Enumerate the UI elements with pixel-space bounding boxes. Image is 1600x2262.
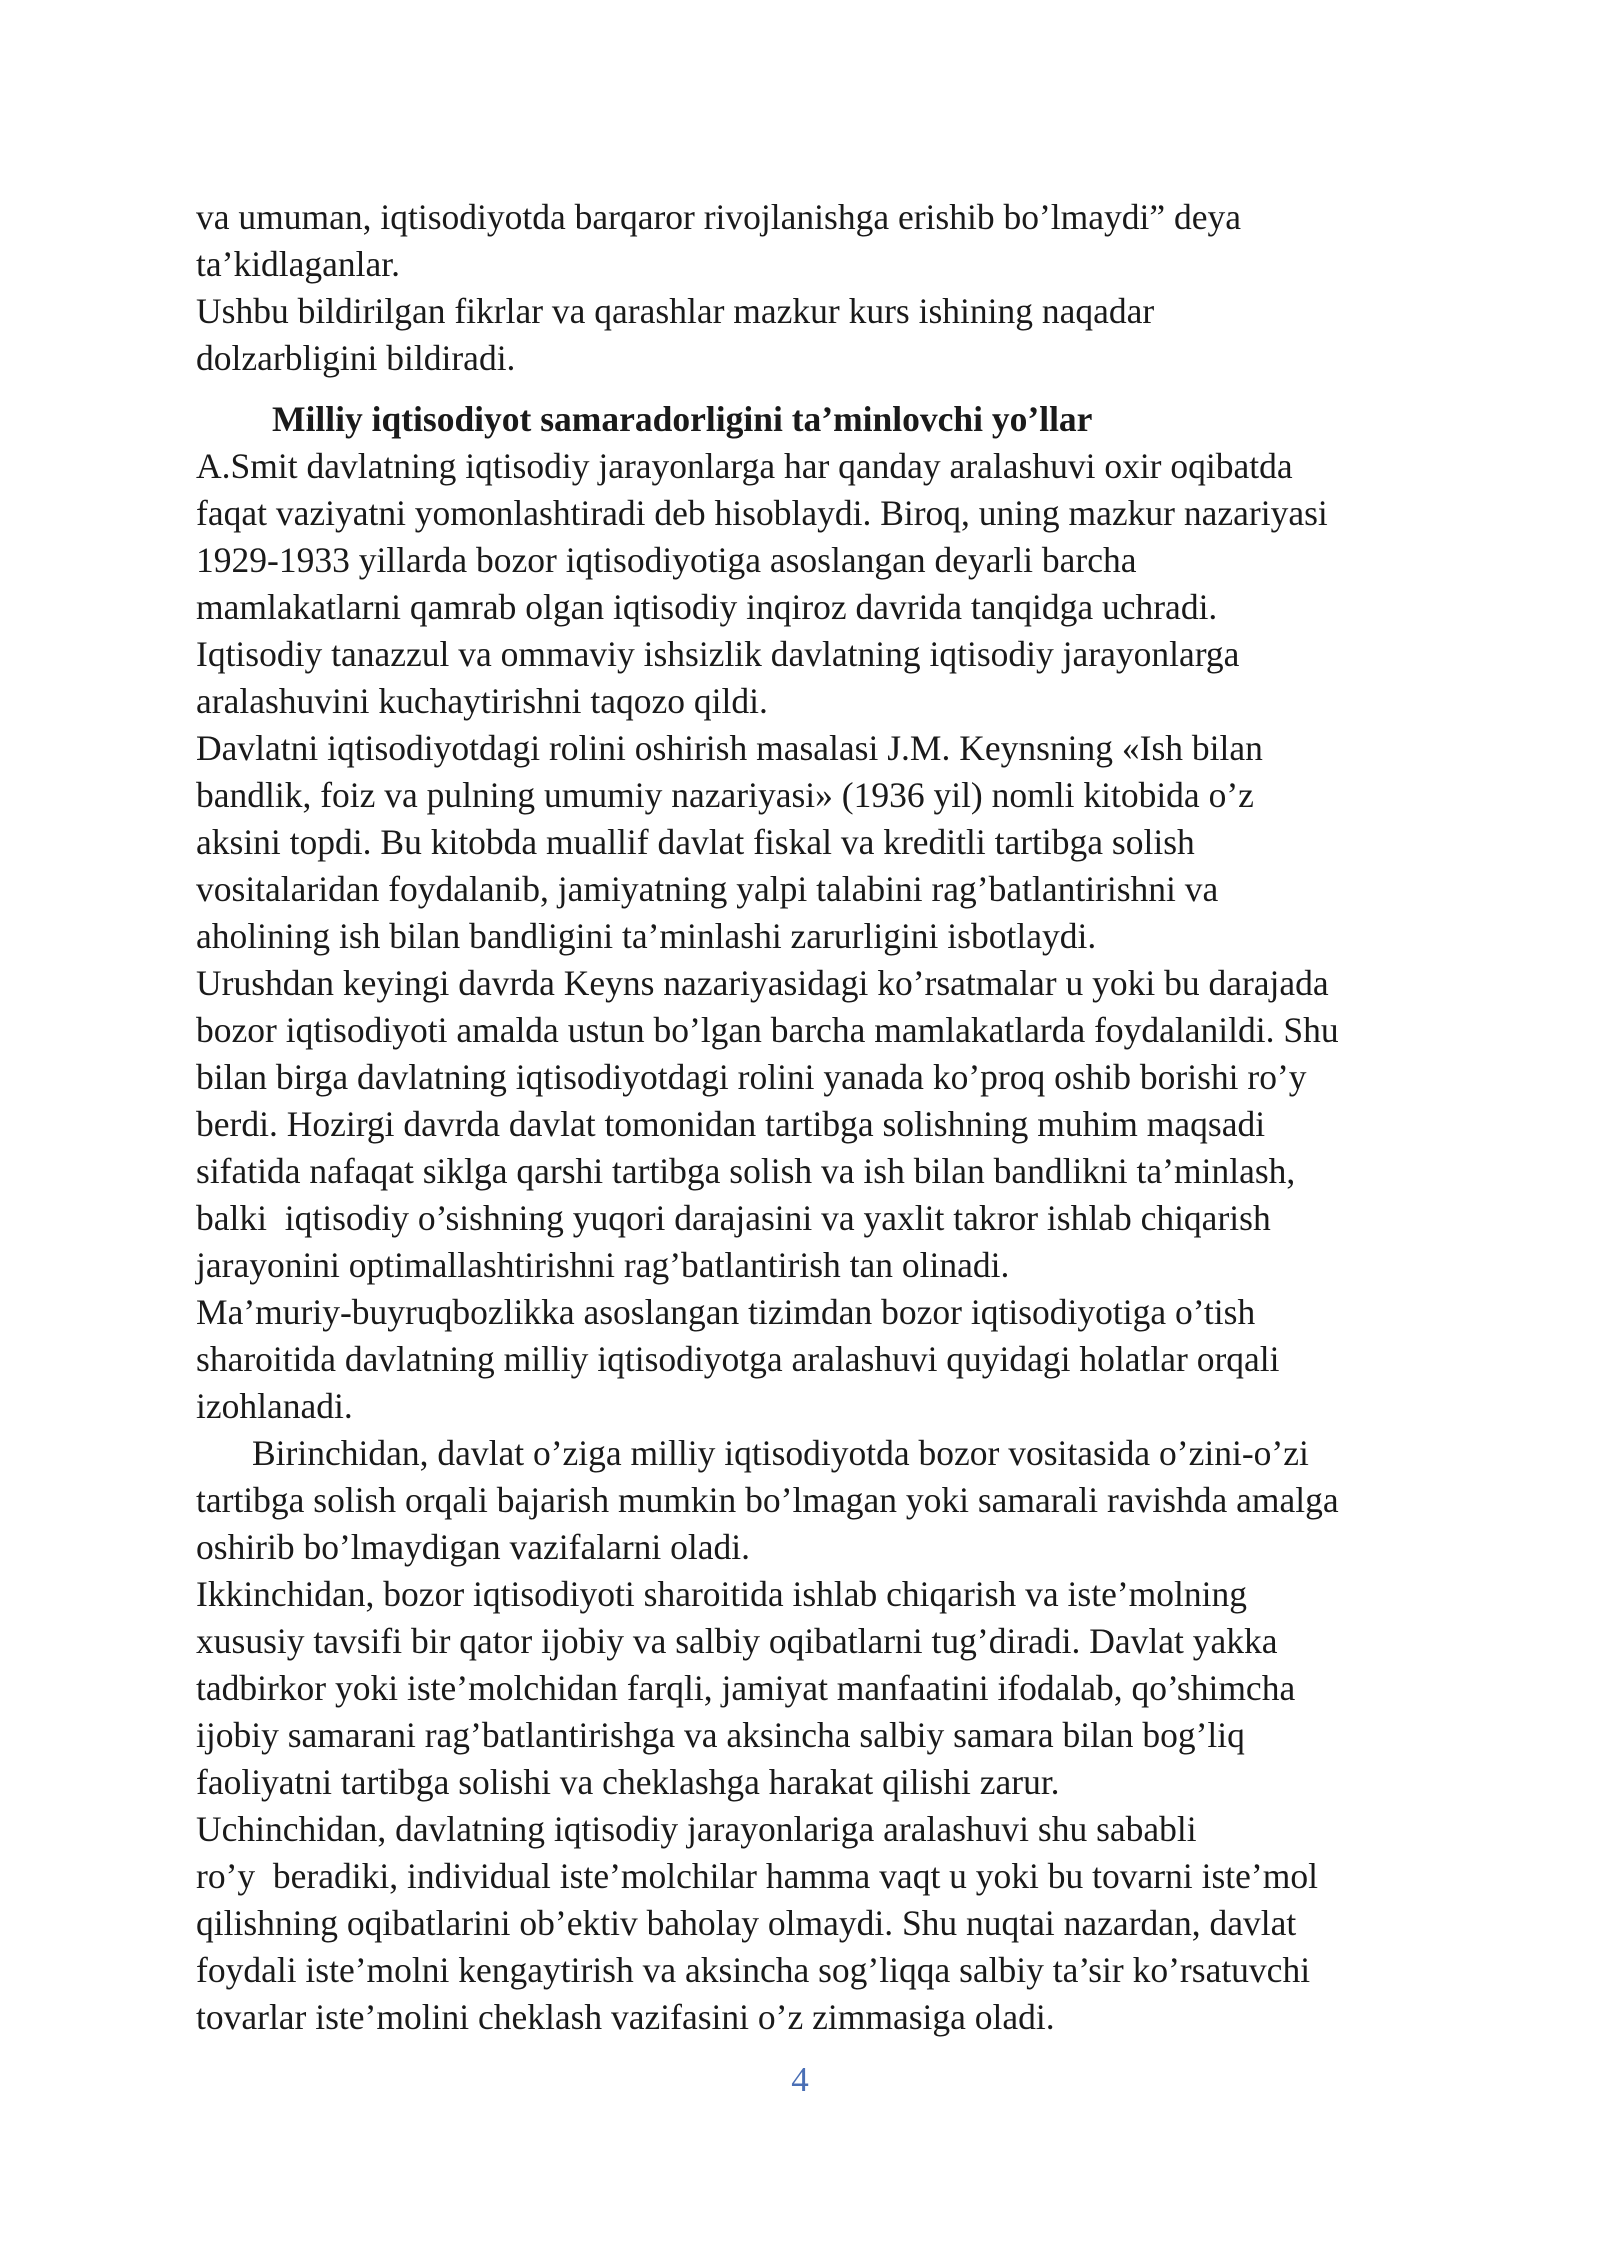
text-line: faoliyatni tartibga solishi va cheklashga harakat qilishi zarur. [196,1762,1060,1802]
text-line: Uchinchidan, davlatning iqtisodiy jarayonlariga aralashuvi shu sababli [196,1809,1197,1849]
text-line: A.Smit davlatning iqtisodiy jarayonlarga har qanday aralashuvi oxir oqibatda [196,446,1293,486]
text-line: qilishning oqibatlarini ob’ektiv baholay olmaydi. Shu nuqtai nazardan, davlat [196,1903,1297,1943]
text-line: foydali iste’molni kengaytirish va aksincha sog’liqqa salbiy ta’sir ko’rsatuvchi [196,1950,1311,1990]
text-line: mamlakatlarni qamrab olgan iqtisodiy inqiroz davrida tanqidga uchradi. [196,587,1218,627]
text-line: xususiy tavsifi bir qator ijobiy va salbiy oqibatlarni tug’diradi. Davlat yakka [196,1621,1278,1661]
text-line: Ma’muriy-buyruqbozlikka asoslangan tizimdan bozor iqtisodiyotiga o’tish [196,1292,1256,1332]
text-line: bilan birga davlatning iqtisodiyotdagi rolini yanada ko’proq oshib borishi ro’y [196,1057,1307,1097]
text-line: izohlanadi. [196,1386,353,1426]
text-line-indented: Birinchidan, davlat o’ziga milliy iqtisodiyotda bozor vositasida o’zini-o’zi [252,1433,1309,1473]
text-line: ijobiy samarani rag’batlantirishga va aksincha salbiy samara bilan bog’liq [196,1715,1245,1755]
text-line: va umuman, iqtisodiyotda barqaror rivojlanishga erishib bo’lmaydi” deya [196,197,1242,237]
text-line: jarayonini optimallashtirishni rag’batlantirish tan olinadi. [196,1245,1010,1285]
text-line: tartibga solish orqali bajarish mumkin bo’lmagan yoki samarali ravishda amalga [196,1480,1339,1520]
text-line: bandlik, foiz va pulning umumiy nazariyasi» (1936 yil) nomli kitobida o’z [196,775,1254,815]
page-number: 4 [791,2060,809,2099]
text-line: dolzarbligini bildiradi. [196,338,516,378]
text-line: tovarlar iste’molini cheklash vazifasini o’z zimmasiga oladi. [196,1997,1055,2037]
text-line: aralashuvini kuchaytirishni taqozo qildi. [196,681,768,721]
main-paragraphs [196,443,1456,2041]
text-line: bozor iqtisodiyoti amalda ustun bo’lgan barcha mamlakatlarda foydalanildi. Shu [196,1010,1339,1050]
text-line: tadbirkor yoki iste’molchidan farqli, jamiyat manfaatini ifodalab, qo’shimcha [196,1668,1296,1708]
text-line: oshirib bo’lmaydigan vazifalarni oladi. [196,1527,751,1567]
intro-paragraph [196,194,1456,382]
text-line: ta’kidlaganlar. [196,244,401,284]
text-line: aholining ish bilan bandligini ta’minlashi zarurligini isbotlaydi. [196,916,1097,956]
text-line: faqat vaziyatni yomonlashtiradi deb hisoblaydi. Biroq, uning mazkur nazariyasi [196,493,1328,533]
text-line: Urushdan keyingi davrda Keyns nazariyasidagi ko’rsatmalar u yoki bu darajada [196,963,1329,1003]
text-line: Iqtisodiy tanazzul va ommaviy ishsizlik davlatning iqtisodiy jarayonlarga [196,634,1240,674]
text-line: balki iqtisodiy o’sishning yuqori darajasini va yaxlit takror ishlab chiqarish [196,1198,1271,1238]
text-line: Davlatni iqtisodiyotdagi rolini oshirish masalasi J.M. Keynsning «Ish bilan [196,728,1263,768]
document-body [196,194,1456,2041]
text-line: ro’y beradiki, individual iste’molchilar hamma vaqt u yoki bu tovarni iste’mol [196,1856,1318,1896]
text-line: vositalaridan foydalanib, jamiyatning yalpi talabini rag’batlantirishni va [196,869,1219,909]
text-line: sharoitida davlatning milliy iqtisodiyotga aralashuvi quyidagi holatlar orqali [196,1339,1280,1379]
text-line: aksini topdi. Bu kitobda muallif davlat fiskal va kreditli tartibga solish [196,822,1195,862]
text-line: 1929-1933 yillarda bozor iqtisodiyotiga asoslangan deyarli barcha [196,540,1137,580]
section-heading: Milliy iqtisodiyot samaradorligini ta’minlovchi yo’llar [272,399,1093,439]
text-line: sifatida nafaqat siklga qarshi tartibga solish va ish bilan bandlikni ta’minlash, [196,1151,1296,1191]
text-line: Ikkinchidan, bozor iqtisodiyoti sharoitida ishlab chiqarish va iste’molning [196,1574,1248,1614]
text-line: Ushbu bildirilgan fikrlar va qarashlar mazkur kurs ishining naqadar [196,291,1155,331]
text-line: berdi. Hozirgi davrda davlat tomonidan tartibga solishning muhim maqsadi [196,1104,1266,1144]
